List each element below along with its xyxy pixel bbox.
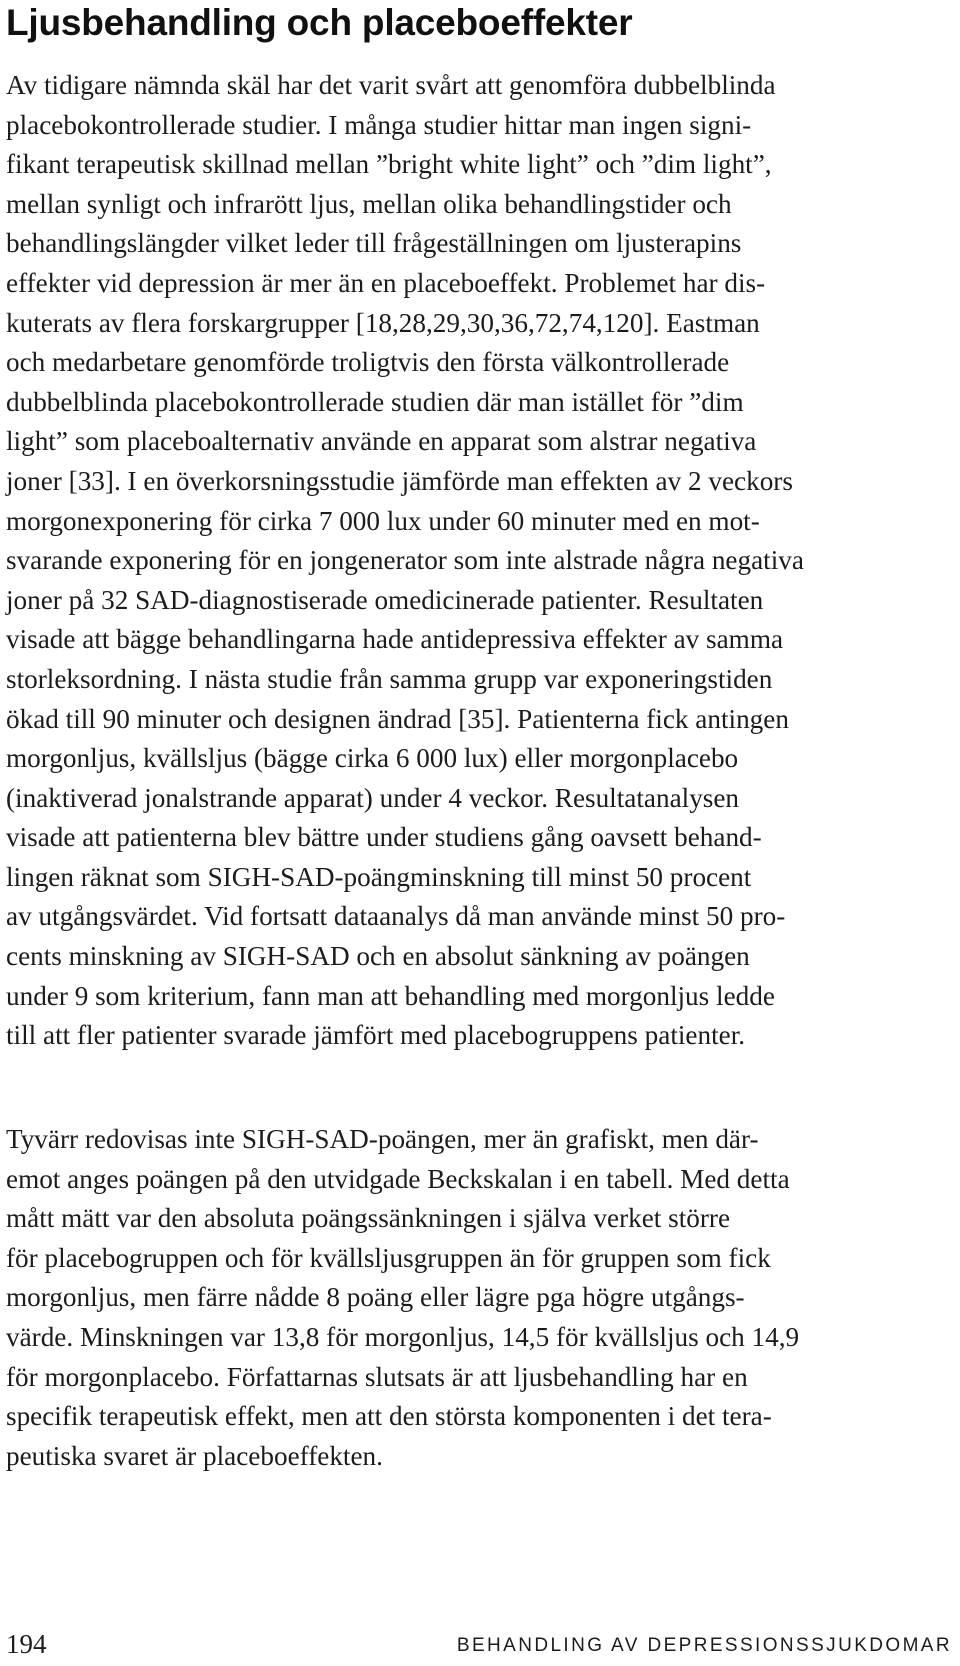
text-line: light” som placeboalternativ använde en apparat som alstrar negativa	[6, 426, 757, 457]
text-line: visade att patienterna blev bättre under studiens gång oavsett behand-	[6, 822, 762, 853]
text-line: joner på 32 SAD-diagnostiserade omedicinerade patienter. Resultaten	[6, 584, 764, 615]
text-line: för placebogruppen och för kvällsljusgruppen än för gruppen som fick	[6, 1242, 771, 1273]
text-line: morgonljus, men färre nådde 8 poäng eller lägre pga högre utgångs-	[6, 1282, 745, 1313]
text-line: dubbelblinda placebokontrollerade studien där man istället för ”dim	[6, 386, 744, 417]
text-line: specifik terapeutisk effekt, men att den största komponenten i det tera-	[6, 1401, 772, 1432]
text-line: effekter vid depression är mer än en placeboeffekt. Problemet har dis-	[6, 267, 766, 298]
text-line: cents minskning av SIGH-SAD och en absolut sänkning av poängen	[6, 941, 750, 972]
text-line: fikant terapeutisk skillnad mellan ”bright white light” och ”dim light”,	[6, 149, 772, 180]
text-line: värde. Minskningen var 13,8 för morgonljus, 14,5 för kvällsljus och 14,9	[6, 1321, 800, 1352]
text-line: emot anges poängen på den utvidgade Beckskalan i en tabell. Med detta	[6, 1163, 790, 1194]
text-line: för morgonplacebo. Författarnas slutsats är att ljusbehandling har en	[6, 1361, 748, 1392]
text-line: joner [33]. I en överkorsningsstudie jämförde man effekten av 2 veckors	[6, 465, 793, 496]
text-line: till att fler patienter svarade jämfört med placebogruppens patienter.	[6, 1020, 746, 1051]
page-number: 194	[6, 1629, 47, 1659]
text-line: under 9 som kriterium, fann man att behandling med morgonljus ledde	[6, 980, 775, 1011]
paragraph-1	[6, 66, 936, 1056]
text-line: Tyvärr redovisas inte SIGH-SAD-poängen, mer än grafiskt, men där-	[6, 1124, 759, 1154]
paragraph-2	[6, 1120, 936, 1476]
text-line: storleksordning. I nästa studie från samma grupp var exponeringstiden	[6, 663, 773, 694]
text-line: peutiska svaret är placeboeffekten.	[6, 1440, 383, 1471]
text-line: ökad till 90 minuter och designen ändrad [35]. Patienterna fick antingen	[6, 703, 789, 734]
running-footer-title: BEHANDLING AV DEPRESSIONSSJUKDOMAR	[456, 1635, 952, 1656]
text-line: placebokontrollerade studier. I många studier hittar man ingen signi-	[6, 109, 752, 140]
text-line: av utgångsvärdet. Vid fortsatt dataanalys då man använde minst 50 pro-	[6, 901, 786, 932]
text-line: och medarbetare genomförde troligtvis den första välkontrollerade	[6, 347, 730, 378]
text-line: mått mätt var den absoluta poängssänkningen i själva verket större	[6, 1203, 731, 1234]
text-line: visade att bägge behandlingarna hade antidepressiva effekter av samma	[6, 624, 784, 655]
text-line: svarande exponering för en jongenerator som inte alstrade några negativa	[6, 545, 804, 576]
text-line: kuterats av flera forskargrupper [18,28,29,30,36,72,74,120]. Eastman	[6, 307, 760, 338]
section-heading: Ljusbehandling och placeboeffekter	[6, 2, 633, 43]
text-line: morgonljus, kvällsljus (bägge cirka 6 000 lux) eller morgonplacebo	[6, 743, 739, 774]
text-line: lingen räknat som SIGH-SAD-poängminskning till minst 50 procent	[6, 861, 752, 892]
text-line: behandlingslängder vilket leder till frågeställningen om ljusterapins	[6, 228, 742, 259]
text-line: (inaktiverad jonalstrande apparat) under 4 veckor. Resultatanalysen	[6, 782, 740, 813]
text-line: mellan synligt och infrarött ljus, mellan olika behandlingstider och	[6, 188, 732, 219]
text-line: Av tidigare nämnda skäl har det varit svårt att genomföra dubbelblinda	[6, 70, 776, 100]
text-line: morgonexponering för cirka 7 000 lux under 60 minuter med en mot-	[6, 505, 760, 536]
